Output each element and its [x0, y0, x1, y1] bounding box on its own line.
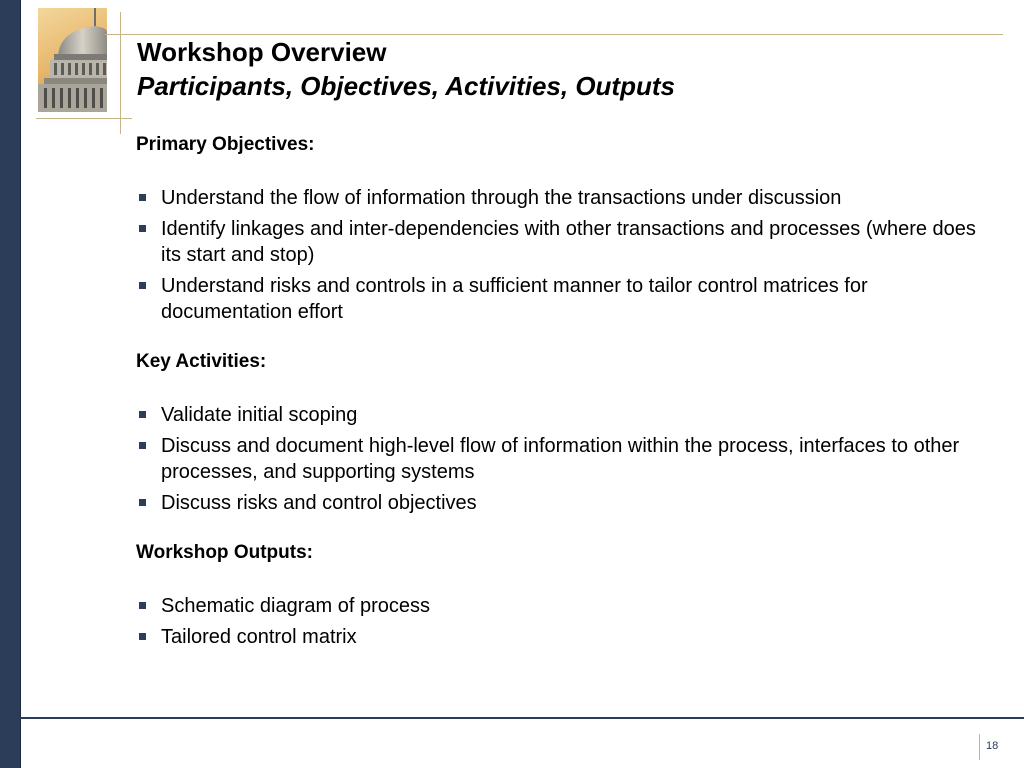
list-item-text: Discuss risks and control objectives: [161, 492, 477, 514]
section-workshop-outputs: [136, 540, 996, 650]
square-bullet-icon: [139, 602, 146, 609]
section-primary-objectives: [136, 132, 996, 325]
list-item: [136, 185, 996, 211]
square-bullet-icon: [139, 282, 146, 289]
list-item: [136, 402, 996, 428]
section-key-activities: [136, 349, 996, 516]
list-item-text: Schematic diagram of process: [161, 595, 431, 617]
square-bullet-icon: [139, 442, 146, 449]
page-number: 18: [986, 740, 999, 752]
left-sidebar-bar: [0, 0, 21, 768]
list-item: [136, 593, 996, 619]
square-bullet-icon: [139, 194, 146, 201]
logo-rule-horizontal: [36, 118, 132, 119]
header-rule-horizontal: [105, 34, 1003, 35]
bullet-list: [136, 185, 996, 325]
footer-rule: [20, 717, 1024, 719]
square-bullet-icon: [139, 499, 146, 506]
list-item-text: Understand risks and controls in a sufficient manner to tailor control matrices for documentation effort: [161, 275, 868, 323]
page-number-separator: [979, 734, 980, 760]
list-item: [136, 624, 996, 650]
title-block: [137, 36, 675, 104]
slide-title: Workshop Overview: [137, 37, 387, 67]
section-heading: Primary Objectives:: [136, 134, 315, 155]
list-item: [136, 490, 996, 516]
header-rule-vertical: [120, 12, 121, 134]
list-item: [136, 273, 996, 325]
square-bullet-icon: [139, 411, 146, 418]
list-item-text: Understand the flow of information through the transactions under discussion: [161, 187, 842, 209]
section-heading: Key Activities:: [136, 351, 267, 372]
list-item-text: Tailored control matrix: [161, 626, 357, 648]
square-bullet-icon: [139, 225, 146, 232]
list-item: [136, 216, 996, 268]
slide-subtitle: Participants, Objectives, Activities, Outputs: [137, 71, 675, 101]
list-item: [136, 433, 996, 485]
bullet-list: [136, 402, 996, 516]
bullet-list: [136, 593, 996, 650]
capitol-dome-icon: [38, 8, 107, 112]
slide-content: [136, 132, 996, 655]
list-item-text: Identify linkages and inter-dependencies with other transactions and processes (where does its start and stop): [161, 218, 976, 266]
list-item-text: Discuss and document high-level flow of information within the process, interfaces to other processes, and supporting systems: [161, 435, 960, 483]
square-bullet-icon: [139, 633, 146, 640]
list-item-text: Validate initial scoping: [161, 404, 358, 426]
section-heading: Workshop Outputs:: [136, 542, 313, 563]
